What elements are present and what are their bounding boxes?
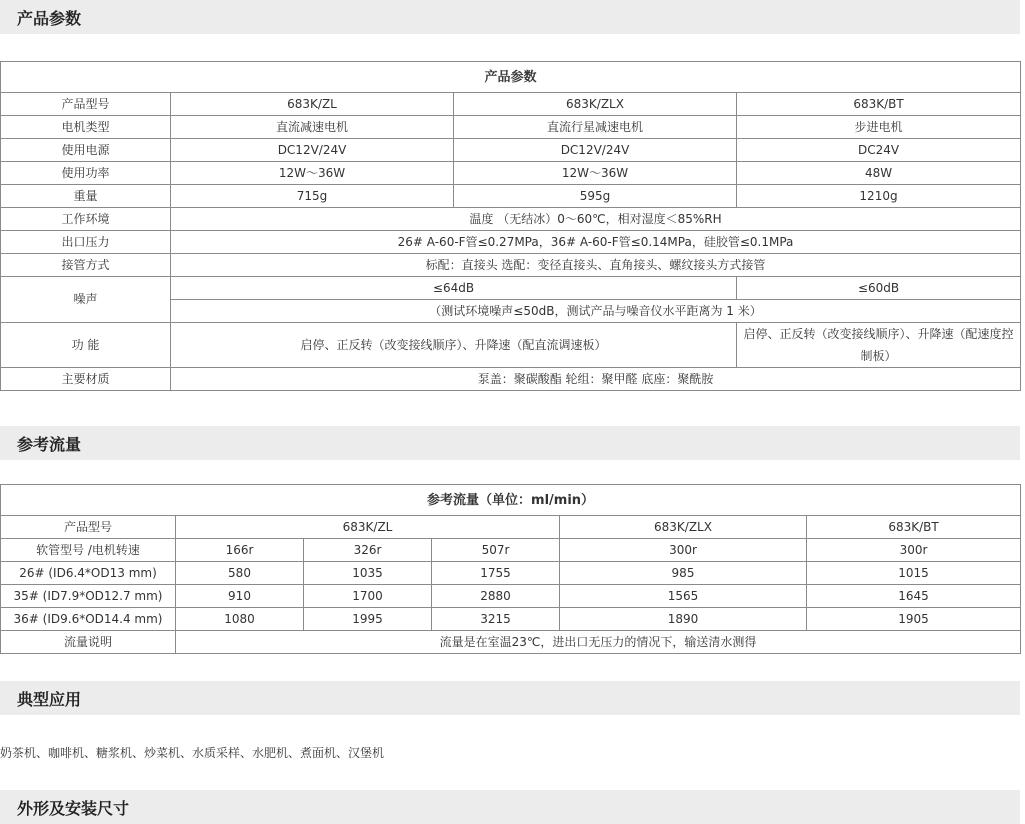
table-cell: 595g: [454, 185, 737, 208]
section-title: 外形及安装尺寸: [17, 798, 130, 818]
table-cell: 直流行星减速电机: [454, 116, 737, 139]
table-row: [1, 277, 1021, 300]
table-cell: （测试环境噪声≤50dB，测试产品与噪音仪水平距离为 1 米）: [171, 300, 1021, 323]
table-cell: 1890: [560, 608, 807, 631]
row-label: 软管型号 /电机转速: [1, 539, 176, 562]
table-row: [1, 368, 1021, 391]
table-cell: 715g: [171, 185, 454, 208]
table-cell: 1080: [176, 608, 304, 631]
table-cell: 300r: [560, 539, 807, 562]
table-cell: 3215: [432, 608, 560, 631]
table-cell: 启停、正反转（改变接线顺序）、升降速（配速度控制板）: [737, 323, 1021, 368]
table-cell: 1755: [432, 562, 560, 585]
table-row: [1, 162, 1021, 185]
table-row: [1, 516, 1021, 539]
table-cell: 1035: [304, 562, 432, 585]
table-cell: 683K/ZL: [176, 516, 560, 539]
table-cell: DC24V: [737, 139, 1021, 162]
row-label: 功 能: [1, 323, 171, 368]
table-row: [1, 93, 1021, 116]
table-row: [1, 539, 1021, 562]
table-cell: 507r: [432, 539, 560, 562]
row-label: 36# (ID9.6*OD14.4 mm): [1, 608, 176, 631]
table-cell: 300r: [807, 539, 1021, 562]
table-title: 参考流量（单位：ml/min）: [1, 485, 1021, 516]
table-cell: 166r: [176, 539, 304, 562]
table-row: [1, 485, 1021, 516]
section-header-applications: [0, 681, 1020, 715]
row-label: 工作环境: [1, 208, 171, 231]
table-cell: 步进电机: [737, 116, 1021, 139]
applications-text: 奶茶机、咖啡机、糖浆机、炒菜机、水质采样、水肥机、煮面机、汉堡机: [0, 746, 385, 760]
table-cell: 1210g: [737, 185, 1021, 208]
table-cell: 泵盖：聚碳酸酯 轮组：聚甲醛 底座：聚酰胺: [171, 368, 1021, 391]
table-row: [1, 562, 1021, 585]
table-cell: 48W: [737, 162, 1021, 185]
table-cell: 26# A-60-F管≤0.27MPa，36# A-60-F管≤0.14MPa，硅胶管≤0.1MPa: [171, 231, 1021, 254]
row-label: 噪声: [1, 277, 171, 323]
table-cell: 683K/BT: [807, 516, 1021, 539]
section-header-params: [0, 0, 1020, 34]
table-cell: 683K/BT: [737, 93, 1021, 116]
row-label: 接管方式: [1, 254, 171, 277]
section-header-flow: [0, 426, 1020, 460]
table-row: [1, 254, 1021, 277]
table-cell: 直流减速电机: [171, 116, 454, 139]
table-cell: 温度 （无结冰）0～60℃，相对湿度＜85%RH: [171, 208, 1021, 231]
table-cell: 580: [176, 562, 304, 585]
section-title: 典型应用: [17, 689, 82, 709]
table-cell: 标配：直接头 选配：变径直接头、直角接头、螺纹接头方式接管: [171, 254, 1021, 277]
row-label: 使用电源: [1, 139, 171, 162]
table-cell: 流量是在室温23℃，进出口无压力的情况下，输送清水测得: [176, 631, 1021, 654]
section-header-dimensions: [0, 790, 1020, 824]
table-row: [1, 323, 1021, 368]
section-title: 参考流量: [17, 434, 82, 454]
table-row: [1, 631, 1021, 654]
row-label: 使用功率: [1, 162, 171, 185]
table-cell: DC12V/24V: [171, 139, 454, 162]
table-row: [1, 62, 1021, 93]
table-cell: 12W～36W: [454, 162, 737, 185]
table-cell: 1995: [304, 608, 432, 631]
row-label: 出口压力: [1, 231, 171, 254]
section-title: 产品参数: [17, 8, 82, 28]
table-cell: 683K/ZLX: [454, 93, 737, 116]
table-row: [1, 116, 1021, 139]
row-label: 26# (ID6.4*OD13 mm): [1, 562, 176, 585]
table-cell: 2880: [432, 585, 560, 608]
table-cell: DC12V/24V: [454, 139, 737, 162]
table-cell: 1700: [304, 585, 432, 608]
row-label: 主要材质: [1, 368, 171, 391]
table-cell: ≤60dB: [737, 277, 1021, 300]
table-row: [1, 585, 1021, 608]
table-cell: ≤64dB: [171, 277, 737, 300]
table-title: 产品参数: [1, 62, 1021, 93]
table-row: [1, 231, 1021, 254]
table-cell: 1565: [560, 585, 807, 608]
table-cell: 1015: [807, 562, 1021, 585]
table-row: [1, 608, 1021, 631]
row-label: 流量说明: [1, 631, 176, 654]
table-row: [1, 139, 1021, 162]
table-cell: 683K/ZLX: [560, 516, 807, 539]
row-label: 重量: [1, 185, 171, 208]
params-table: [0, 61, 1021, 391]
row-label: 产品型号: [1, 93, 171, 116]
row-label: 电机类型: [1, 116, 171, 139]
table-row: [1, 185, 1021, 208]
flow-table: [0, 484, 1021, 654]
table-row: [1, 208, 1021, 231]
table-cell: 910: [176, 585, 304, 608]
table-cell: 326r: [304, 539, 432, 562]
table-cell: 启停、正反转（改变接线顺序）、升降速（配直流调速板）: [171, 323, 737, 368]
table-cell: 683K/ZL: [171, 93, 454, 116]
table-cell: 12W～36W: [171, 162, 454, 185]
row-label: 35# (ID7.9*OD12.7 mm): [1, 585, 176, 608]
table-cell: 1645: [807, 585, 1021, 608]
table-cell: 985: [560, 562, 807, 585]
row-label: 产品型号: [1, 516, 176, 539]
table-cell: 1905: [807, 608, 1021, 631]
